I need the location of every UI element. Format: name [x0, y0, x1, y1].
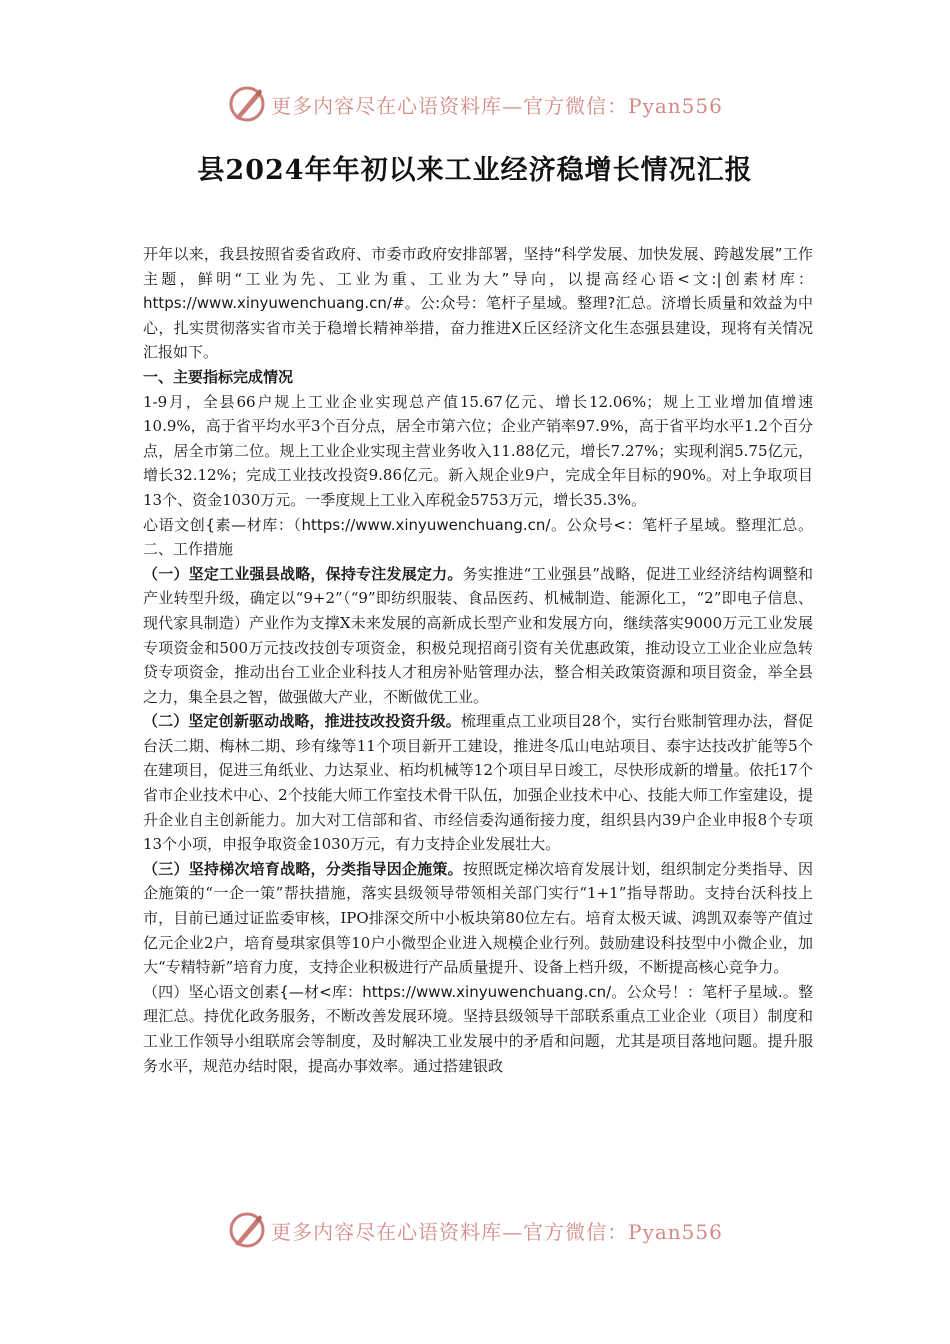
document-body [143, 242, 813, 1078]
item1-paragraph [143, 562, 813, 710]
item3-lead: （三）坚持梯次培育战略，分类指导因企施策。 [143, 859, 463, 878]
pen-in-circle-logo [227, 84, 267, 124]
section2-heading-line: 心语文创{素—材库：（https://www.xinyuwenchuang.cn/。公众号<：笔杆子星域。整理汇总。二、工作措施 [143, 515, 813, 559]
item4-paragraph: （四）坚心语文创素{—材<库：https://www.xinyuwenchuang.cn/。公众号！：笔杆子星域.。整理汇总。持优化政务服务，不断改善发展环境。坚持县级领导干部联系重点工业企业（项目）制度和工业工作领导小组联席会等制度，及时解决工业发展中的矛盾和问题，尤其是项目落地问题。提升服务水平，规范办结时限，提高办事效率。通过搭建银政 [143, 982, 813, 1075]
pen-in-circle-logo [227, 1210, 267, 1250]
footer-banner [0, 1208, 950, 1252]
section1-heading: 一、主要指标完成情况 [143, 367, 294, 386]
intro-paragraph: 开年以来，我县按照省委省政府、市委市政府安排部署，坚持“科学发展、加快发展、跨越发展”工作主题，鲜明“工业为先、工业为重、工业为大”导向，以提高经心语<文:|创素材库：https://www.xinyuwenchuang.cn/#。公:众号：笔杆子星域。整理?汇总。济增长质量和效益为中心，扎实贯彻落实省市关于稳增长精神举措，奋力推进X丘区经济文化生态强县建设，现将有关情况汇报如下。 [143, 245, 813, 362]
document-title: 县2024年年初以来工业经济稳增长情况汇报 [197, 155, 753, 186]
item2-body: 梳理重点工业项目28个，实行台账制管理办法，督促台沃二期、梅林二期、珍有缘等11个项目新开工建设，推进冬瓜山电站项目、泰宇达技改扩能等5个在建项目，促进三角纸业、力达泵业、栢均机械等12个项目早日竣工，尽快形成新的增量。依托17个省市企业技术中心、2个技能大师工作室技术骨干队伍，加强企业技术中心、技能大师工作室建设，提升企业自主创新能力。加大对工信部和省、市经信委沟通衔接力度，组织县内39户企业申报8个专项13个小项，申报争取资金1030万元，有力支持企业发展壮大。 [143, 712, 813, 854]
item2-lead: （二）坚定创新驱动战略，推进技改投资升级。 [143, 712, 461, 731]
section1-body: 1-9月，全县66户规上工业企业实现总产值15.67亿元、增长12.06%；规上工业增加值增速10.9%，高于省平均水平3个百分点，居全市第六位；企业产销率97.9%，高于省平均水平1.2个百分点，居全市第二位。规上工业企业实现主营业务收入11.88亿元，增长7.27%；实现利润5.75亿元，增长32.12%；完成工业技改投资9.86亿元。新入规企业9户，完成全年目标的90%。对上争取项目13个、资金1030万元。一季度规上工业入库税金5753万元，增长35.3%。 [143, 392, 813, 509]
banner-text: 更多内容尽在心语资料库—官方微信：Pyan556 [271, 1219, 723, 1244]
item1-lead: （一）坚定工业强县战略，保持专注发展定力。 [143, 564, 463, 583]
item3-paragraph [143, 857, 813, 980]
header-banner [0, 82, 950, 126]
banner-text: 更多内容尽在心语资料库—官方微信：Pyan556 [271, 93, 723, 118]
item2-paragraph [143, 709, 813, 857]
item3-body: 按照既定梯次培育发展计划，组织制定分类指导、因企施策的“一企一策”帮扶措施，落实县级领导带领相关部门实行“1+1”指导帮助。支持台沃科技上市，目前已通过证监委审核，IPO排深交所中小板块第80位左右。培育太极天诚、鸿凯双泰等产值过亿元企业2户，培育曼琪家俱等10户小微型企业进入规模企业行列。鼓励建设科技型中小微企业，加大“专精特新”培育力度，支持企业积极进行产品质量提升、设备上档升级，不断提高核心竞争力。 [143, 859, 813, 977]
item1-body: 务实推进“工业强县”战略，促进工业经济结构调整和产业转型升级，确定以“9+2”（“9”即纺织服装、食品医药、机械制造、能源化工，“2”即电子信息、现代家具制造）产业作为支撑X未来发展的高新成长型产业和发展方向，继续落实9000万元工业发展专项资金和500万元技改技创专项资金，积极兑现招商引资有关优惠政策，推动设立工业企业应急转贷专项资金，推动出台工业企业科技人才租房补贴管理办法，整合相关政策资源和项目资金，举全县之力，集全县之智，做强做大产业，不断做优工业。 [143, 564, 813, 706]
